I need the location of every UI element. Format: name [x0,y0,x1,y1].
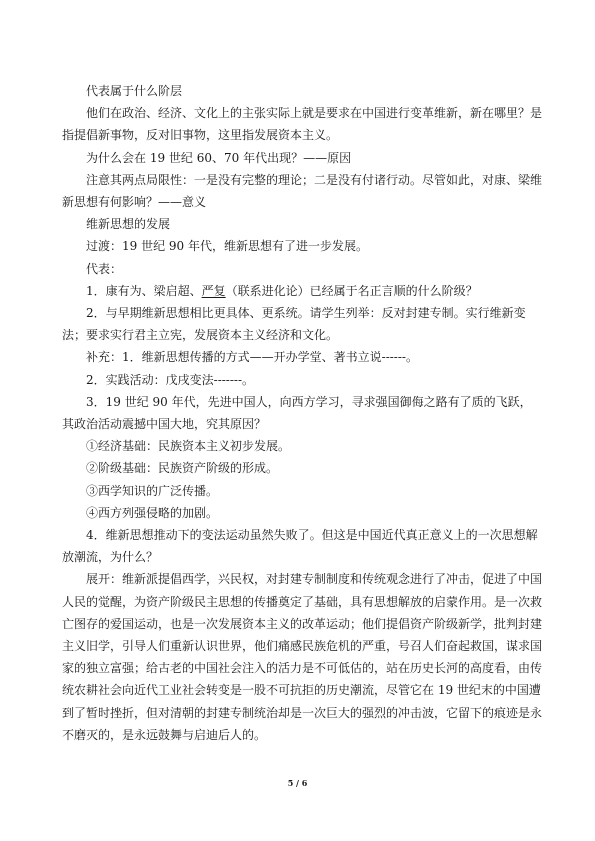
paragraph-supplement-1: 补充：1．维新思想传播的方式——开办学堂、著书立说------。 [86,350,418,365]
paragraph-economic-basis: ①经济基础：民族资本主义初步发展。 [86,439,291,454]
paragraph-reform-demands: 他们在政治、经济、文化上的主张实际上就是要求在中国进行变革维新，新在哪里？是指提倡新事物，反对旧事物，这里指发展资本主义。 [62,106,543,143]
paragraph-limitations: 注意其两点局限性：一是没有完整的理论；二是没有付诸行动。尽管如此，对康、梁维新思想有何影响？——意义 [62,172,543,210]
paragraph-supplement-2: 2．实践活动：戊戌变法-------。 [86,372,255,387]
document-body [62,80,542,746]
item-1-text-a: 1．康有为、梁启超、 [86,283,202,298]
paragraph-reason-question: 为什么会在 19 世纪 60、70 年代出现？——原因 [86,150,352,165]
paragraph-representative-class: 代表属于什么阶层 [86,84,183,98]
paragraph-item-2: 2．与早期维新思想相比更具体、更系统。请学生列举：反对封建专制。实行维新变法；要求实行君主立宪，发展资本主义经济和文化。 [62,306,526,343]
paragraph-class-basis: ②阶级基础：民族资产阶级的形成。 [86,461,279,476]
paragraph-item-3: 3．19 世纪 90 年代，先进中国人，向西方学习，寻求强国御侮之路有了质的飞跃，其政治活动震撼中国大地，究其原因？ [62,394,532,432]
paragraph-expansion: 展开：维新派提倡西学，兴民权，对封建专制制度和传统观念进行了冲击，促进了中国人民的觉醒，为资产阶级民主思想的传播奠定了基础，具有思想解放的启蒙作用。是一次救亡图存的爱国运动，也是一次发展资本主义的改革运动；他们提倡资产阶级新学，批判封建主义旧学，引导人们重新认识世界，他们痛感民族危机的严重，号召人们奋起救国，谋求国家的独立富强；给古老的中国社会注入的活力是不可低估的，站在历史长河的高度看，由传统农耕社会向近代工业社会转变是一股不可抗拒的历史潮流，尽管它在 19 世纪末的中国遭到了暂时挫折，但对清朝的封建专制统治却是一次巨大的强烈的冲击波，它留下的痕迹是永不磨灭的，是永远鼓舞与启迪后人的。 [62,572,543,742]
page-number: 5 / 6 [287,778,308,788]
paragraph-section-heading: 维新思想的发展 [86,217,171,232]
underlined-name: 严复 [201,283,226,298]
paragraph-item-1 [62,280,542,302]
paragraph-item-4: 4．维新思想推动下的变法运动虽然失败了。但这是中国近代真正意义上的一次思想解放潮流，为什么？ [62,528,538,565]
paragraph-western-aggression: ④西方列强侵略的加剧。 [86,505,219,520]
paragraph-representatives-label: 代表： [86,261,123,276]
item-1-text-b: （联系进化论）已经属于名正言顺的什么阶级？ [225,283,478,298]
paragraph-western-learning: ③西学知识的广泛传播。 [86,483,219,498]
paragraph-transition: 过渡：19 世纪 90 年代，维新思想有了进一步发展。 [86,239,368,254]
